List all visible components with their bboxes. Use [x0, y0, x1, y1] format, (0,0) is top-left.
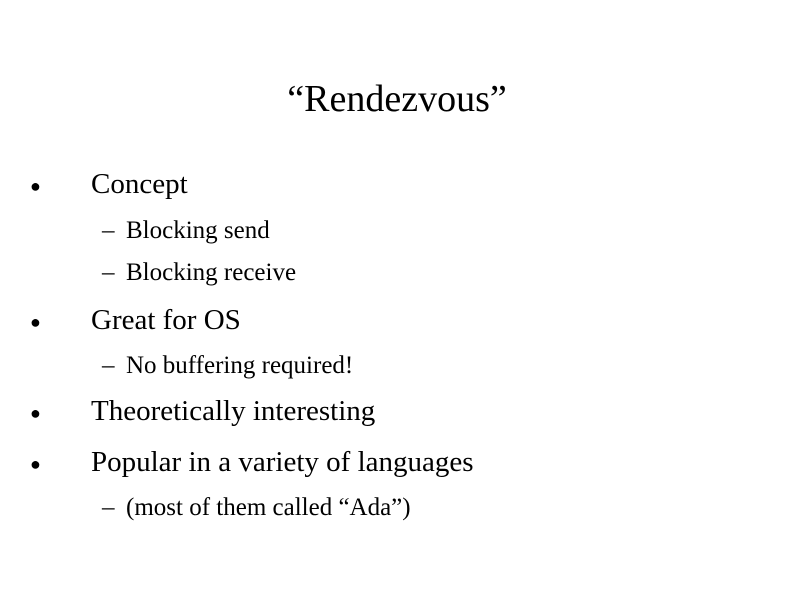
bullet-icon: ●: [30, 403, 41, 423]
bullet-item-popular-languages: Popular in a variety of languages: [91, 446, 474, 478]
slide-title: “Rendezvous”: [287, 78, 507, 120]
bullet-item-great-for-os: Great for OS: [91, 304, 241, 336]
bullet-icon: ●: [30, 454, 41, 474]
sub-item-no-buffering: No buffering required!: [126, 352, 354, 379]
bullet-icon: ●: [30, 312, 41, 332]
dash-icon: –: [102, 352, 115, 379]
dash-icon: –: [102, 494, 115, 521]
sub-item-most-called-ada: (most of them called “Ada”): [126, 494, 411, 521]
dash-icon: –: [102, 217, 115, 244]
dash-icon: –: [102, 259, 115, 286]
sub-item-blocking-receive: Blocking receive: [126, 259, 297, 286]
sub-item-blocking-send: Blocking send: [126, 217, 270, 244]
bullet-icon: ●: [30, 176, 41, 196]
bullet-item-theoretically-interesting: Theoretically interesting: [91, 395, 376, 427]
bullet-item-concept: Concept: [91, 168, 188, 200]
